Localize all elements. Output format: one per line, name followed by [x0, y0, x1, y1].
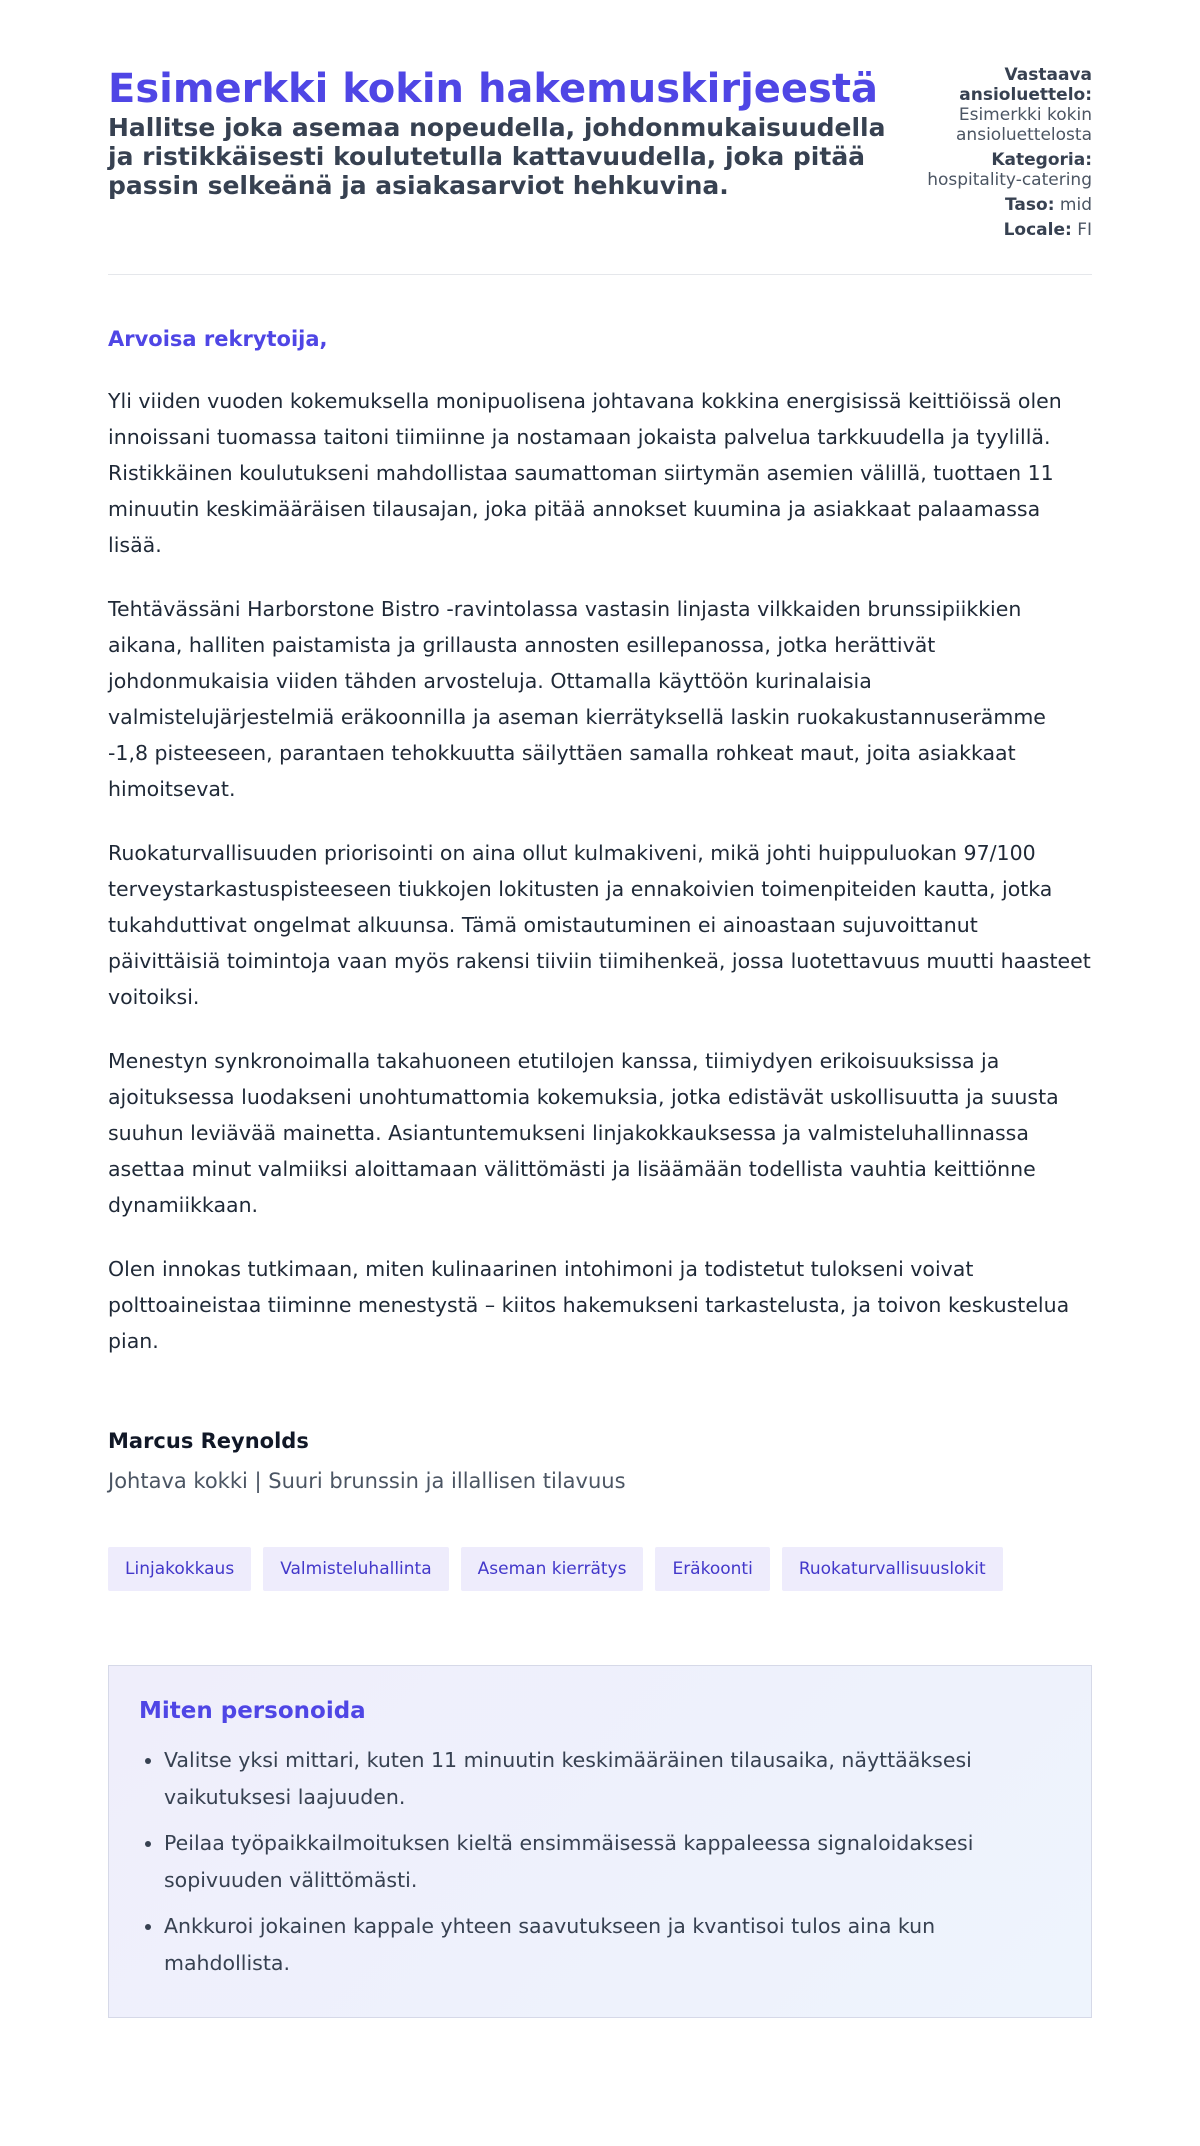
meta-locale [902, 220, 1092, 240]
meta-category [902, 150, 1092, 190]
header-titles [108, 65, 898, 200]
metadata-panel [902, 65, 1092, 240]
letter-paragraph-1: Yli viiden vuoden kokemuksella monipuolisena johtavana kokkina energisissä keittiöissä olen innoissani tuomassa taitoni tiimiinne ja nostamaan jokaista palvelua tarkkuudella ja tyylillä. Ristikkäinen koulutukseni mahdollistaa saumattoman siirtymän asemien välillä, tuottaen 11 minuutin keskimääräisen tilausajan, joka pitää annokset kuumina ja asiakkaat palaamassa lisää. [108, 389, 1062, 557]
meta-resume [902, 65, 1092, 145]
meta-locale-label: Locale: [1003, 220, 1072, 240]
signature-block [108, 1427, 1092, 1495]
meta-category-value: hospitality-catering [927, 170, 1092, 190]
meta-resume-label: Vastaava ansioluettelo: [959, 65, 1092, 105]
signature-title: Johtava kokki | Suuri brunssin ja illallisen tilavuus [108, 1469, 626, 1493]
skill-tags [108, 1547, 1092, 1591]
tip-item: • Ankkuroi jokainen kappale yhteen saavutukseen ja kvantisoi tulos aina kun mahdollista. [164, 1908, 1061, 1982]
letter-paragraph-3: Ruokaturvallisuuden priorisointi on aina ollut kulmakiveni, mikä johti huippuluokan 97/100 terveystarkastuspisteeseen tiukkojen lokitusten ja ennakoivien toimenpiteiden kautta, jotka tukahduttivat ongelmat alkuunsa. Tämä omistautuminen ei ainoastaan sujuvoittanut päivittäisiä toimintoja vaan myös rakensi tiiviin tiimihenkeä, jossa luotettavuus muutti haasteet voitoiksi. [108, 841, 1091, 1009]
tips-title: Miten personoida [139, 1698, 366, 1724]
tips-list [139, 1742, 1061, 1982]
page-title: Esimerkki kokin hakemuskirjeestä [108, 66, 878, 112]
meta-category-label: Kategoria: [991, 150, 1092, 170]
skill-tag: Eräkoonti [655, 1547, 769, 1591]
meta-resume-value: Esimerkki kokin ansioluettelosta [956, 105, 1092, 145]
meta-level-value: mid [1059, 195, 1092, 215]
skill-tag: Aseman kierrätys [461, 1547, 644, 1591]
skill-tag: Ruokaturvallisuuslokit [782, 1547, 1003, 1591]
letter-paragraph-2: Tehtävässäni Harborstone Bistro -ravintolassa vastasin linjasta vilkkaiden brunssipiikkien aikana, halliten paistamista ja grillausta annosten esillepanossa, jotka herättivät johdonmukaisia viiden tähden arvosteluja. Ottamalla käyttöön kurinalaisia valmistelujärjestelmiä eräkoonnilla ja aseman kierrätyksellä laskin ruokakustannuserämme -1,8 pisteeseen, parantaen tehokkuutta säilyttäen samalla rohkeat maut, joita asiakkaat himoitsevat. [108, 597, 1046, 801]
tip-item: • Peilaa työpaikkailmoituksen kieltä ensimmäisessä kappaleessa signaloidaksesi sopivuuden välittömästi. [164, 1825, 1061, 1899]
page-subtitle: Hallitse joka asemaa nopeudella, johdonmukaisuudella ja ristikkäisesti koulutetulla kattavuudella, joka pitää passin selkeänä ja asiakasarviot hehkuvina. [108, 113, 886, 200]
meta-level-label: Taso: [1005, 195, 1055, 215]
tip-item: • Valitse yksi mittari, kuten 11 minuutin keskimääräinen tilausaika, näyttääksesi vaikutuksesi laajuuden. [164, 1742, 1061, 1816]
letter-paragraph-4: Menestyn synkronoimalla takahuoneen etutilojen kanssa, tiimiydyen erikoisuuksissa ja ajoituksessa luodakseni unohtumattomia kokemuksia, jotka edistävät uskollisuutta ja suusta suuhun leviävää mainetta. Asiantuntemukseni linjakokkauksessa ja valmisteluhallinnassa asettaa minut valmiiksi aloittamaan välittömästi ja lisäämään todellista vauhtia keittiönne dynamiikkaan. [108, 1049, 1059, 1217]
personalization-tips-box [108, 1665, 1092, 2018]
letter-paragraph-5: Olen innokas tutkimaan, miten kulinaarinen intohimoni ja todistetut tulokseni voivat polttoaineistaa tiiminne menestystä – kiitos hakemukseni tarkastelusta, ja toivon keskustelua pian. [108, 1257, 1070, 1353]
meta-level [902, 195, 1092, 215]
document-header [108, 65, 1092, 275]
skill-tag: Linjakokkaus [108, 1547, 251, 1591]
signature-name: Marcus Reynolds [108, 1429, 309, 1453]
meta-locale-value: FI [1077, 220, 1092, 240]
letter-greeting: Arvoisa rekrytoija, [108, 327, 328, 351]
skill-tag: Valmisteluhallinta [263, 1547, 448, 1591]
